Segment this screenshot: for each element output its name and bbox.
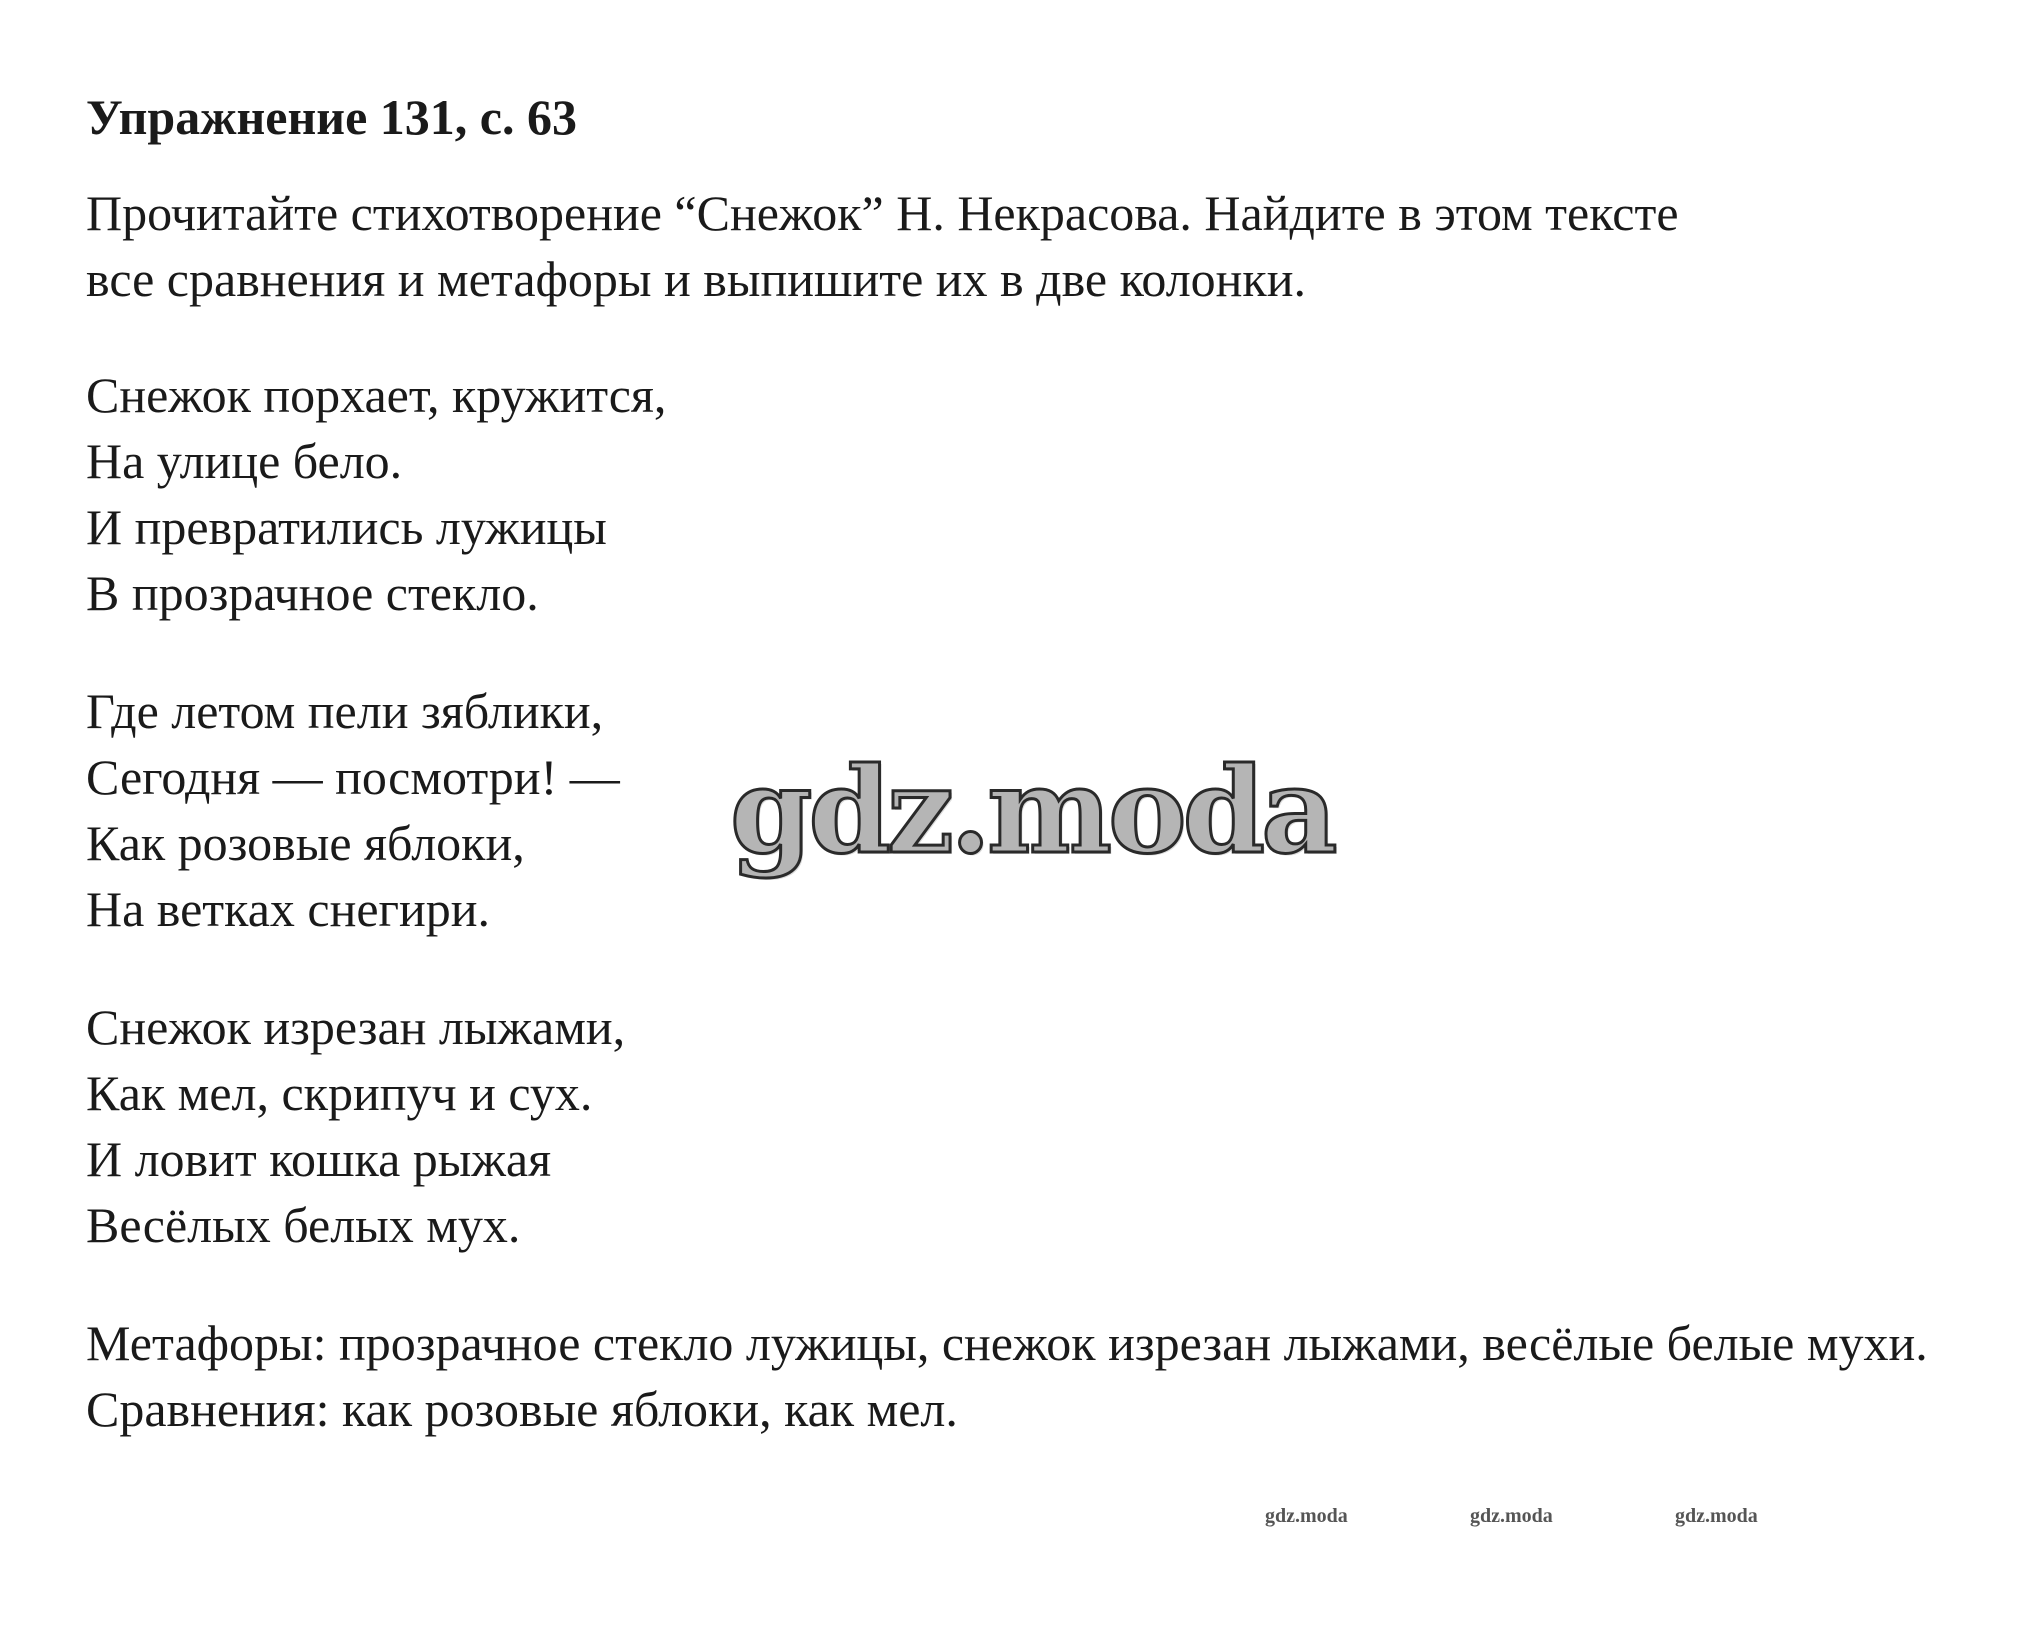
poem-line: В прозрачное стекло. — [86, 565, 539, 621]
poem-line: Весёлых белых мух. — [86, 1197, 521, 1253]
instruction-line: Прочитайте стихотворение “Снежок” Н. Некрасова. Найдите в этом тексте — [86, 185, 1679, 241]
exercise-title: Упражнение 131, с. 63 — [86, 89, 577, 145]
poem-line: Сегодня — посмотри! — — [86, 749, 620, 805]
watermark-logo: gdz.moda — [730, 741, 1334, 880]
poem-line: На ветках снегири. — [86, 881, 491, 937]
watermark-small: gdz.moda — [1675, 1505, 1758, 1527]
watermark-small: gdz.moda — [1470, 1505, 1553, 1527]
watermark-small: gdz.moda — [1265, 1505, 1348, 1527]
poem-stanza-1 — [86, 362, 1986, 626]
poem-line: Как розовые яблоки, — [86, 815, 525, 871]
poem-line: На улице бело. — [86, 433, 403, 489]
poem-stanza-3 — [86, 994, 1986, 1258]
poem-line: И ловит кошка рыжая — [86, 1131, 552, 1187]
poem-line: Как мел, скрипуч и сух. — [86, 1065, 593, 1121]
comparisons-answer: Сравнения: как розовые яблоки, как мел. — [86, 1381, 958, 1437]
answer-block — [86, 1310, 1986, 1442]
poem-line: Снежок порхает, кружится, — [86, 367, 667, 423]
poem-line: Где летом пели зяблики, — [86, 683, 604, 739]
metaphors-answer: Метафоры: прозрачное стекло лужицы, снежок изрезан лыжами, весёлые белые мухи. — [86, 1315, 1928, 1371]
task-instructions — [86, 180, 1986, 312]
poem-line: Снежок изрезан лыжами, — [86, 999, 626, 1055]
instruction-line: все сравнения и метафоры и выпишите их в две колонки. — [86, 251, 1306, 307]
poem-line: И превратились лужицы — [86, 499, 607, 555]
